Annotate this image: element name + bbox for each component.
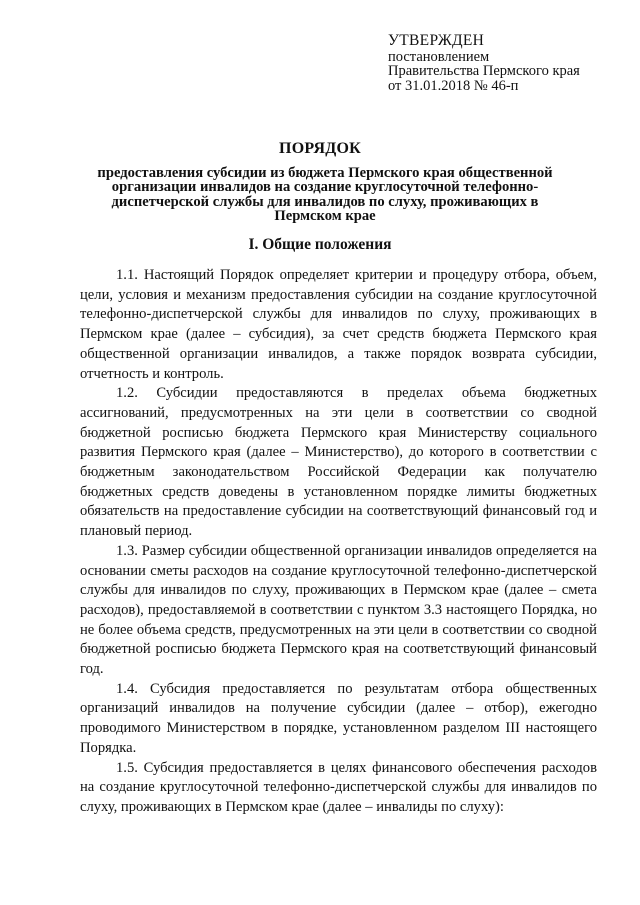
- document-title: ПОРЯДОК: [279, 140, 361, 157]
- approval-block: [388, 34, 580, 93]
- paragraph-1-3: 1.3. Размер субсидии общественной организации инвалидов определяется на основании сметы расходов на создание круглосуточной телефонно-диспетчерской службы для инвалидов по слуху, проживающих в Пермском крае (далее – смета расходов), предоставляемой в соответствии с пунктом 3.3 настоящего Порядка, но не более объема средств, предусмотренных на эти цели в соответствии со сводной бюджетной росписью бюджета Пермского края на соответствующий финансовый год.: [80, 542, 597, 678]
- paragraph-1-4: 1.4. Субсидия предоставляется по результатам отбора общественных организаций инвалидов на получение субсидии (далее – отбор), ежегодно проводимого Министерством в порядке, установленном разделом III настоящего Порядка.: [80, 680, 597, 756]
- document-subtitle: предоставления субсидии из бюджета Пермского края общественной организации инвалидов на создание круглосуточной телефонно-диспетчерской службы для инвалидов по слуху, проживающих в Пермском крае: [97, 165, 553, 225]
- document-body: [80, 266, 597, 818]
- paragraph-1-2: 1.2. Субсидии предоставляются в пределах объема бюджетных ассигнований, предусмотренных на эти цели в соответствии со сводной бюджетной росписью бюджета Пермского края Министерству социального развития Пермского края (далее – Министерство), до которого в соответствии с бюджетным законодательством Российской Федерации как получателю бюджетных средств доведены в установленном порядке лимиты бюджетных обязательств на предоставление субсидии на соответствующий финансовый год и плановый период.: [80, 385, 597, 540]
- approval-line: постановлением: [388, 48, 490, 65]
- approval-line: Правительства Пермского края: [388, 63, 580, 79]
- section-title: I. Общие положения: [248, 236, 392, 253]
- approval-heading: УТВЕРЖДЕН: [388, 32, 485, 49]
- approval-date-number: от 31.01.2018 № 46-п: [388, 77, 519, 94]
- paragraph-1-5: 1.5. Субсидия предоставляется в целях финансового обеспечения расходов на создание круглосуточной телефонно-диспетчерской службы для инвалидов по слуху, проживающих в Пермском крае (далее – инвалиды по слуху):: [80, 759, 597, 815]
- paragraph-1-1: 1.1. Настоящий Порядок определяет критерии и процедуру отбора, объем, цели, условия и механизм предоставления субсидии на создание круглосуточной телефонно-диспетчерской службы для инвалидов по слуху, проживающих в Пермском крае (далее – субсидия), за счет средств бюджета Пермского края общественной организации инвалидов, а также порядок возврата субсидии, отчетность и контроль.: [80, 267, 597, 382]
